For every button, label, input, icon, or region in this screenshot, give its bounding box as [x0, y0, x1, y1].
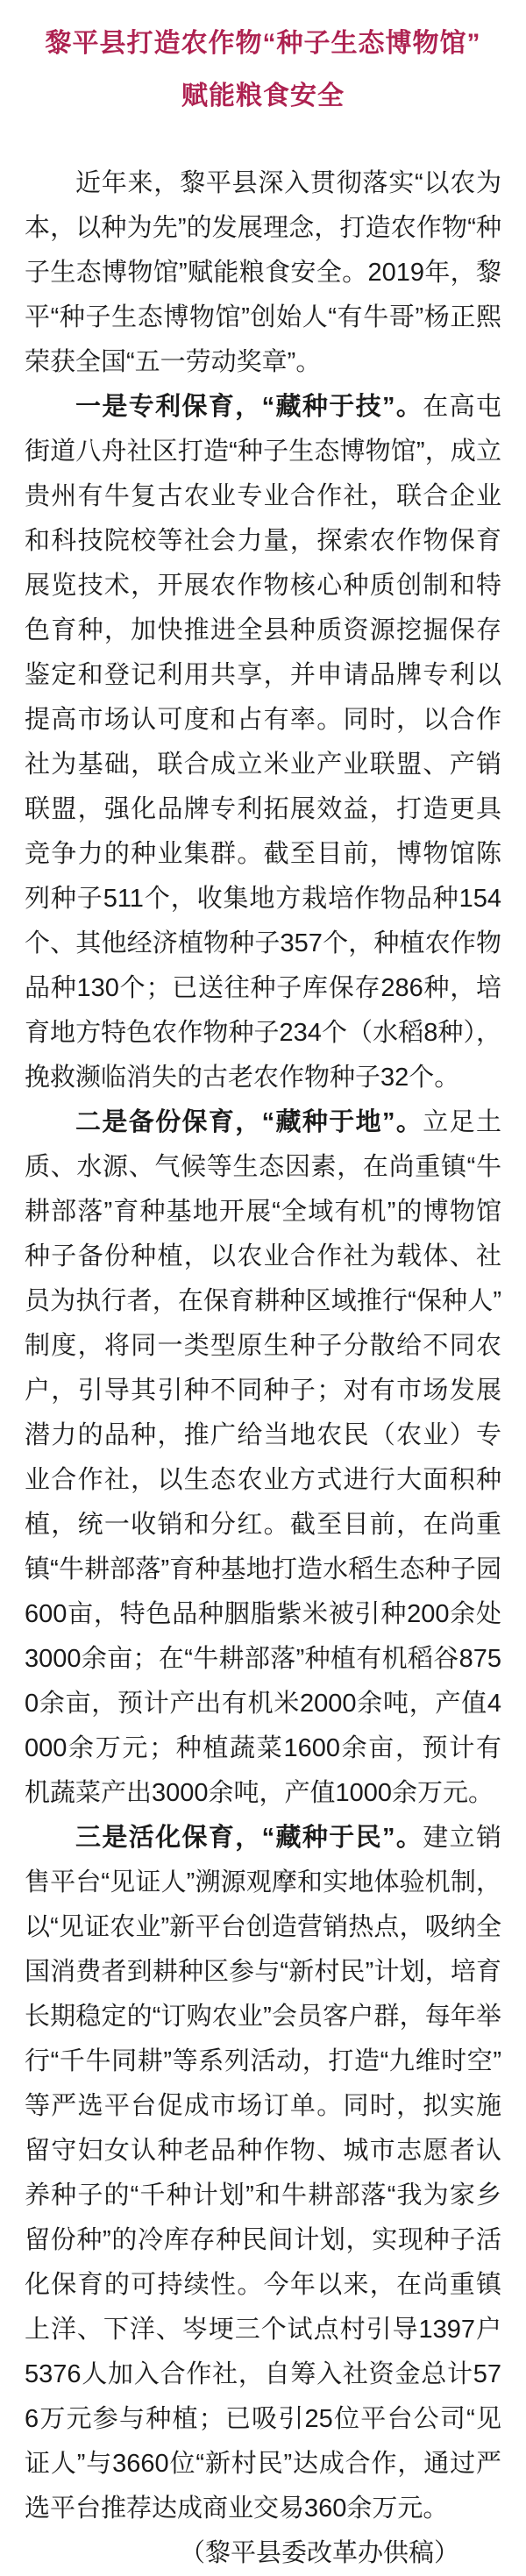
attribution-line: （黎平县委改革办供稿） — [179, 2539, 459, 2567]
paragraph-intro-text: 近年来，黎平县深入贯彻落实“以农为本，以种为先”的发展理念，打造农作物“种子生态博物馆”赋能粮食安全。2019年，黎平“种子生态博物馆”创始人“有牛哥”杨正熙荣获全国“五一劳动奖章”。 — [25, 169, 501, 376]
paragraph-section-3 — [25, 1816, 501, 2531]
section-3-text: 建立销售平台“见证人”溯源观摩和实地体验机制，以“见证农业”新平台创造营销热点，吸纳全国消费者到耕种区参与“新村民”计划，培育长期稳定的“订购农业”会员客户群，每年举行“千牛同耕”等系列活动，打造“九维时空”等严选平台促成市场订单。同时，拟实施留守妇女认种老品种作物、城市志愿者认养种子的“千种计划”和牛耕部落“我为家乡留份种”的冷库存种民间计划，实现种子活化保育的可持续性。今年以来，在尚重镇上洋、下洋、岑埂三个试点村引导1397户5376人加入合作社，自筹入社资金总计576万元参与种植；已吸引25位平台公司“见证人”与3660位“新村民”达成合作，通过严选平台推荐达成商业交易360余万元。 — [25, 1824, 501, 2523]
paragraph-intro — [25, 161, 501, 385]
section-2-lead: 二是备份保育，“藏种于地”。 — [75, 1108, 423, 1136]
section-2-text: 立足土质、水源、气候等生态因素，在尚重镇“牛耕部落”育种基地开展“全域有机”的博物馆种子备份种植，以农业合作社为载体、社员为执行者，在保育耕种区域推行“保种人”制度，将同一类型原生种子分散给不同农户，引导其引种不同种子；对有市场发展潜力的品种，推广给当地农民（农业）专业合作社，以生态农业方式进行大面积种植，统一收销和分红。截至目前，在尚重镇“牛耕部落”育种基地打造水稻生态种子园600亩，特色品种胭脂紫米被引种200余处3000余亩；在“牛耕部落”种植有机稻谷8750余亩，预计产出有机米2000余吨，产值4000余万元；种植蔬菜1600余亩，预计有机蔬菜产出3000余吨，产值1000余万元。 — [25, 1108, 501, 1807]
section-1-text: 在高屯街道八舟社区打造“种子生态博物馆”，成立贵州有牛复古农业专业合作社，联合企业和科技院校等社会力量，探索农作物保育展览技术，开展农作物核心种质创制和特色育种，加快推进全县种质资源挖掘保存鉴定和登记利用共享，并申请品牌专利以提高市场认可度和占有率。同时，以合作社为基础，联合成立米业产业联盟、产销联盟，强化品牌专利拓展效益，打造更具竞争力的种业集群。截至目前，博物馆陈列种子511个，收集地方栽培作物品种154个、其他经济植物种子357个，种植农作物品种130个；已送往种子库保存286种，培育地方特色农作物种子234个（水稻8种），挽救濒临消失的古老农作物种子32个。 — [25, 393, 501, 1092]
section-1-lead: 一是专利保育，“藏种于技”。 — [75, 393, 423, 421]
paragraph-section-2 — [25, 1100, 501, 1816]
article-title-line-1: 黎平县打造农作物“种子生态博物馆” — [45, 29, 481, 58]
article-body — [25, 161, 501, 2576]
section-3-lead: 三是活化保育，“藏种于民”。 — [75, 1824, 423, 1852]
article-title — [0, 0, 526, 123]
article-title-line-2: 赋能粮食安全 — [181, 82, 345, 110]
paragraph-section-1 — [25, 385, 501, 1100]
